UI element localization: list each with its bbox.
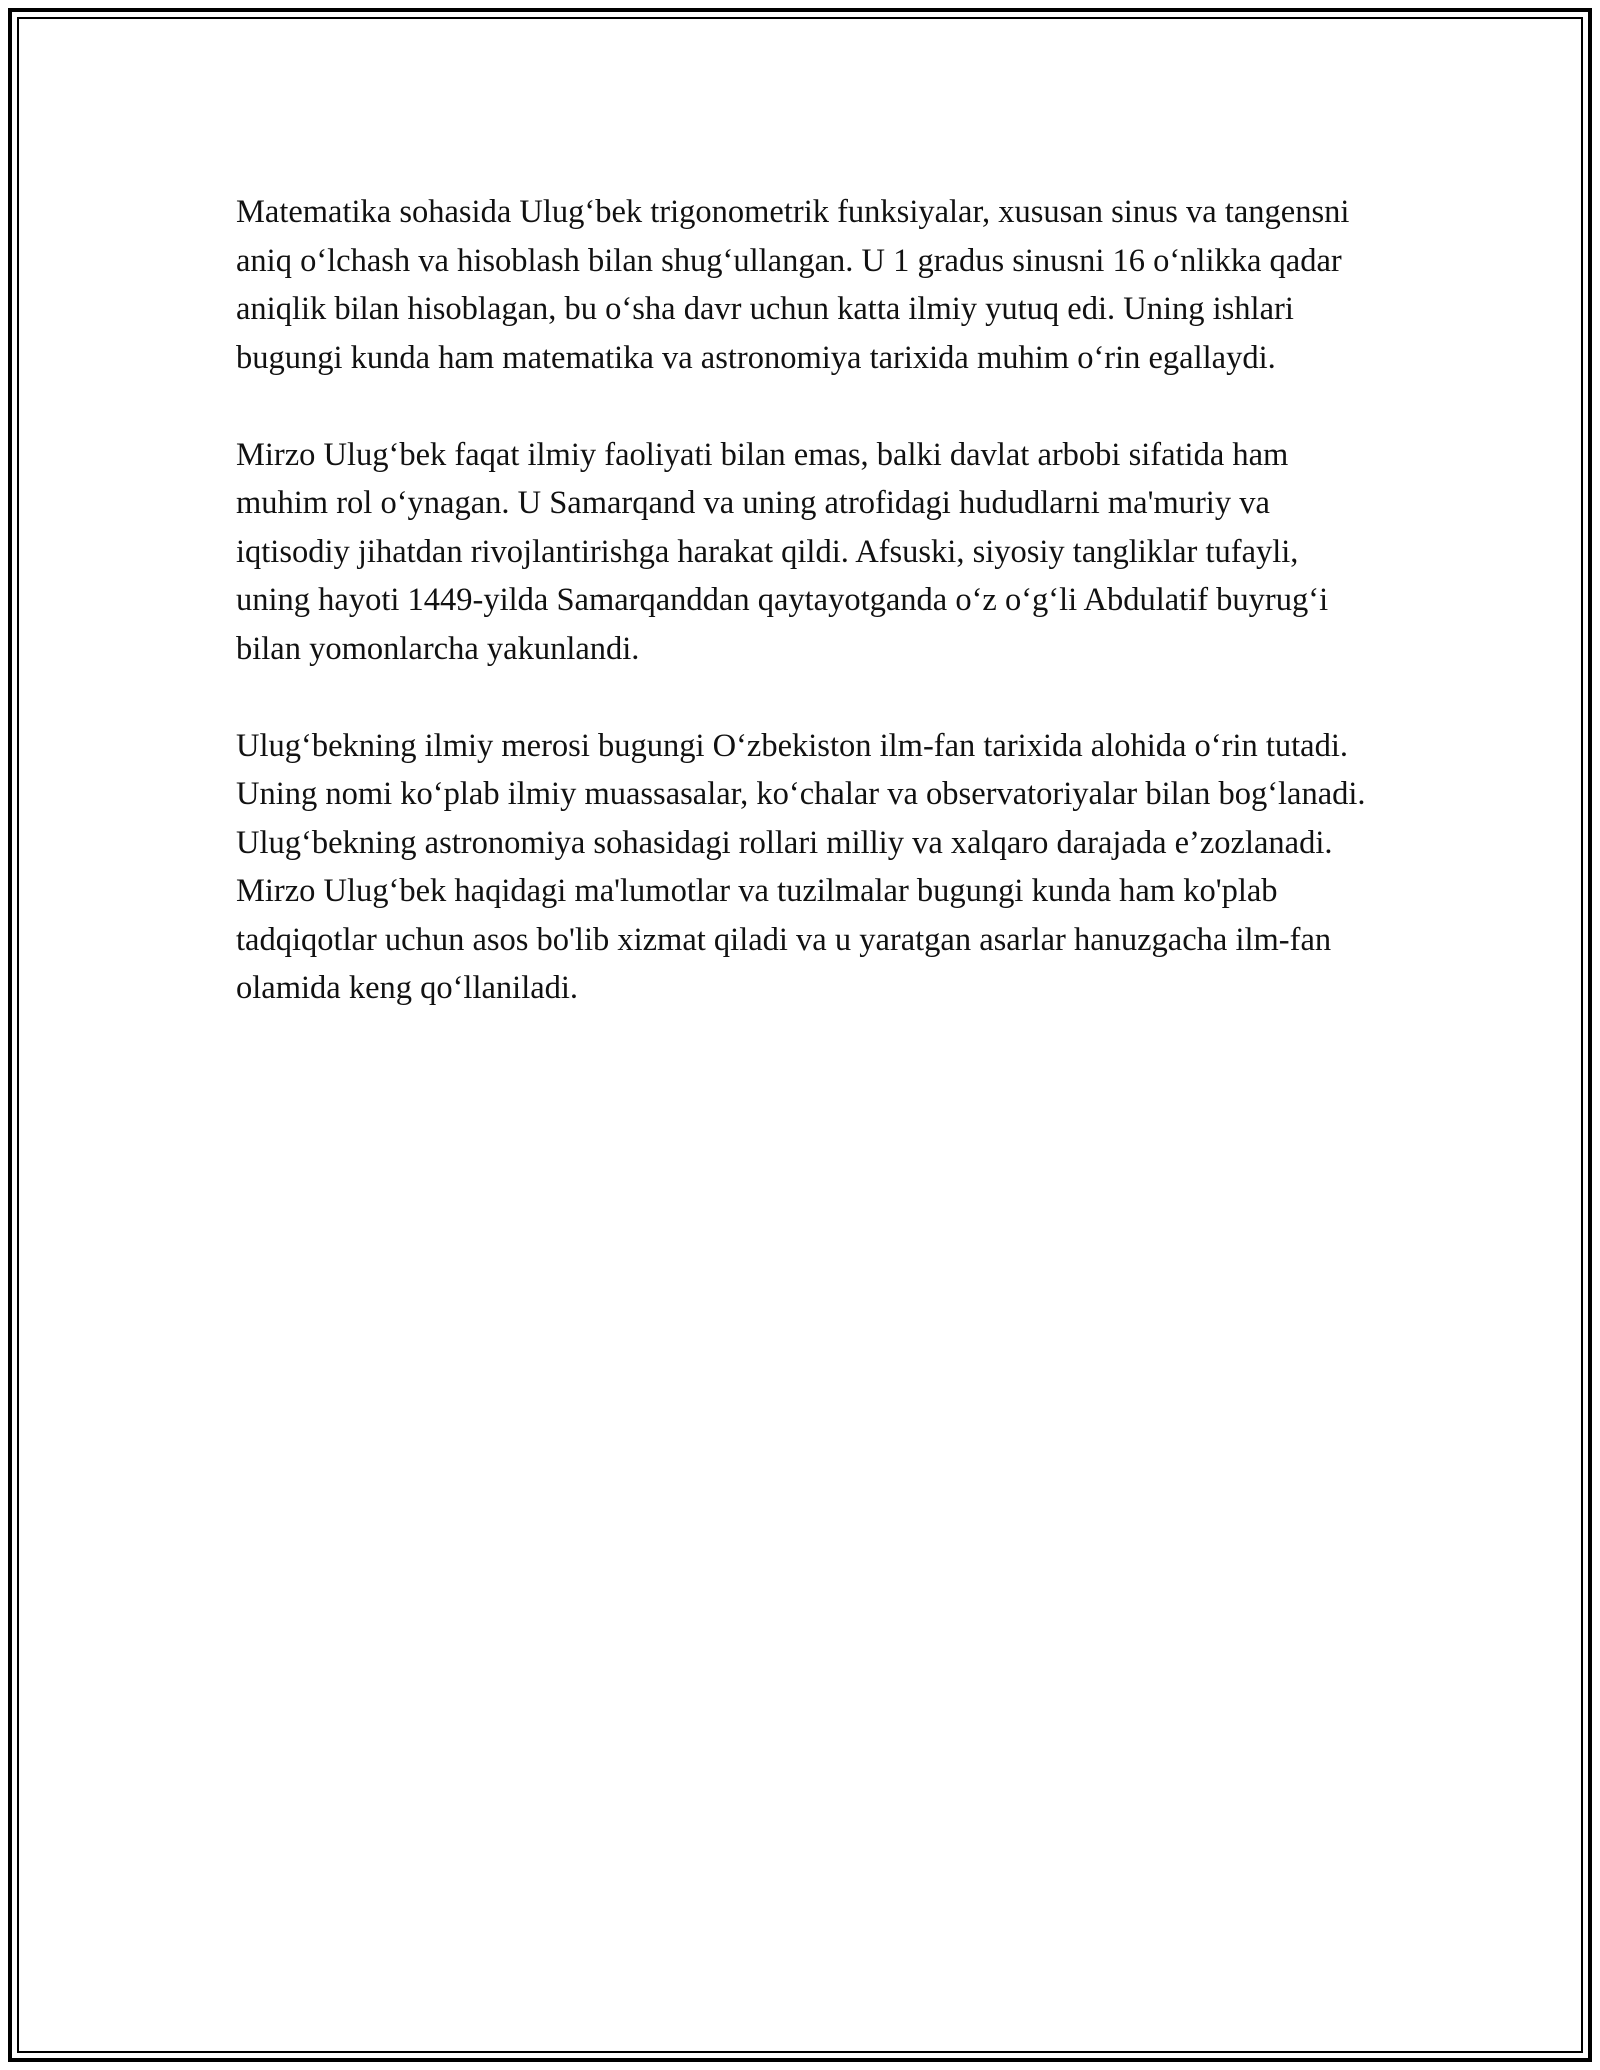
paragraph-statesman: Mirzo Ulug‘bek faqat ilmiy faoliyati bilan emas, balki davlat arbobi sifatida ham muhim rol o‘ynagan. U Samarqand va uning atrofidagi hududlarni ma'muriy va iqtisodiy jihatdan rivojlantirishga harakat qildi. Afsuski, siyosiy tangliklar tufayli, uning hayoti 1449-yilda Samarqanddan qaytayotganda o‘z o‘g‘li Abdulatif buyrug‘i bilan yomonlarcha yakunlandi. xyxy=(236,436,1329,667)
paragraph-mathematics: Matematika sohasida Ulug‘bek trigonometrik funksiyalar, xususan sinus va tangensni aniq o‘lchash va hisoblash bilan shug‘ullangan. U 1 gradus sinusni 16 o‘nlikka qadar aniqlik bilan hisoblagan, bu o‘sha davr uchun katta ilmiy yutuq edi. Uning ishlari bugungi kunda ham matematika va astronomiya tarixida muhim o‘rin egallaydi. xyxy=(236,194,1350,376)
paragraph-legacy: Ulug‘bekning ilmiy merosi bugungi O‘zbekiston ilm-fan tarixida alohida o‘rin tutadi. Uning nomi ko‘plab ilmiy muassasalar, ko‘chalar va observatoriyalar bilan bog‘lanadi. Ulug‘bekning astronomiya sohasidagi rollari milliy va xalqaro darajada e’zozlanadi. Mirzo Ulug‘bek haqidagi ma'lumotlar va tuzilmalar bugungi kunda ham ko'plab tadqiqotlar uchun asos bo'lib xizmat qiladi va u yaratgan asarlar hanuzgacha ilm-fan olamida keng qo‘llaniladi. xyxy=(236,727,1366,1006)
document-body xyxy=(236,188,1376,1061)
